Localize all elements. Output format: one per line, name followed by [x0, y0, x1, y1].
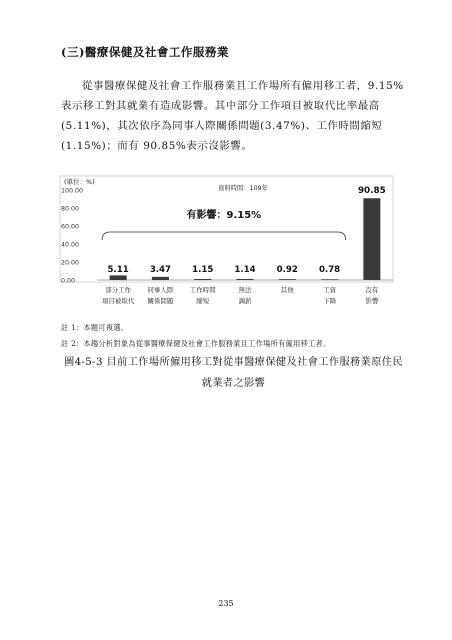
value-label: 3.47	[149, 265, 172, 275]
paragraph-line: 從事醫療保健及社會工作服務業且工作場所有僱用移工者，9.15%	[82, 80, 404, 92]
category-label: 項目被取代	[101, 297, 135, 305]
category-label: 工資	[323, 286, 337, 294]
value-label: 1.14	[234, 265, 256, 275]
y-tick-label: 40.00	[61, 241, 80, 249]
y-tick-label: 20.00	[61, 259, 80, 267]
category-label: 無法	[238, 286, 252, 294]
bar	[110, 275, 127, 280]
value-label: 0.78	[318, 265, 341, 275]
section-heading: (三)醫療保健及社會工作服務業	[61, 45, 229, 59]
y-tick-label: 100.00	[61, 187, 84, 195]
category-label: 部分工作	[105, 286, 132, 294]
bar	[152, 277, 169, 280]
bar	[279, 279, 296, 280]
value-label: 0.92	[276, 265, 298, 275]
unit-label: (單位：%)	[64, 178, 95, 186]
page-number: 235	[218, 599, 234, 608]
category-label: 影響	[365, 297, 379, 305]
paragraph-line: (5.11%)，其次依序為同事人際關係問題(3.47%)、工作時間縮短	[61, 120, 383, 132]
category-label: 下降	[323, 297, 337, 305]
caption-line: 圖4-5-3 目前工作場所僱用移工對從事醫療保健及社會工作服務業原住民	[63, 357, 403, 368]
figure-caption	[61, 352, 406, 394]
category-label: 沒有	[365, 286, 379, 294]
category-label: 關係問題	[147, 297, 174, 305]
bar	[321, 279, 338, 280]
paragraph-line: 表示移工對其就業有造成影響。其中部分工作項目被取代比率最高	[61, 100, 380, 112]
value-label: 1.15	[192, 265, 214, 275]
value-label: 90.85	[357, 186, 386, 197]
bar	[237, 279, 254, 280]
note-1: 註 1：本題可複選。	[61, 323, 129, 332]
category-label: 其他	[280, 286, 294, 294]
bar	[194, 279, 211, 280]
category-label: 工作時間	[189, 286, 216, 294]
paragraph-line: (1.15%)；而有 90.85%表示沒影響。	[61, 140, 253, 152]
y-tick-label: 60.00	[61, 223, 80, 231]
y-tick-label: 80.00	[61, 205, 80, 213]
bar	[363, 198, 380, 280]
category-label: 調薪	[238, 297, 252, 305]
category-label: 同事人際	[147, 286, 174, 294]
y-tick-label: 0.00	[61, 277, 76, 285]
affected-annotation: 有影響：9.15%	[186, 210, 262, 221]
category-label: 縮短	[196, 297, 210, 305]
source-note: 資料時間：109年	[218, 185, 268, 192]
caption-line: 就業者之影響	[201, 378, 266, 389]
value-label: 5.11	[107, 265, 129, 275]
notes	[61, 320, 331, 352]
bracket	[102, 232, 346, 240]
note-2: 註 2：本趨分析對象為從事醫療保健及社會工作服務業且工作場所有僱用移工者。	[61, 339, 331, 348]
